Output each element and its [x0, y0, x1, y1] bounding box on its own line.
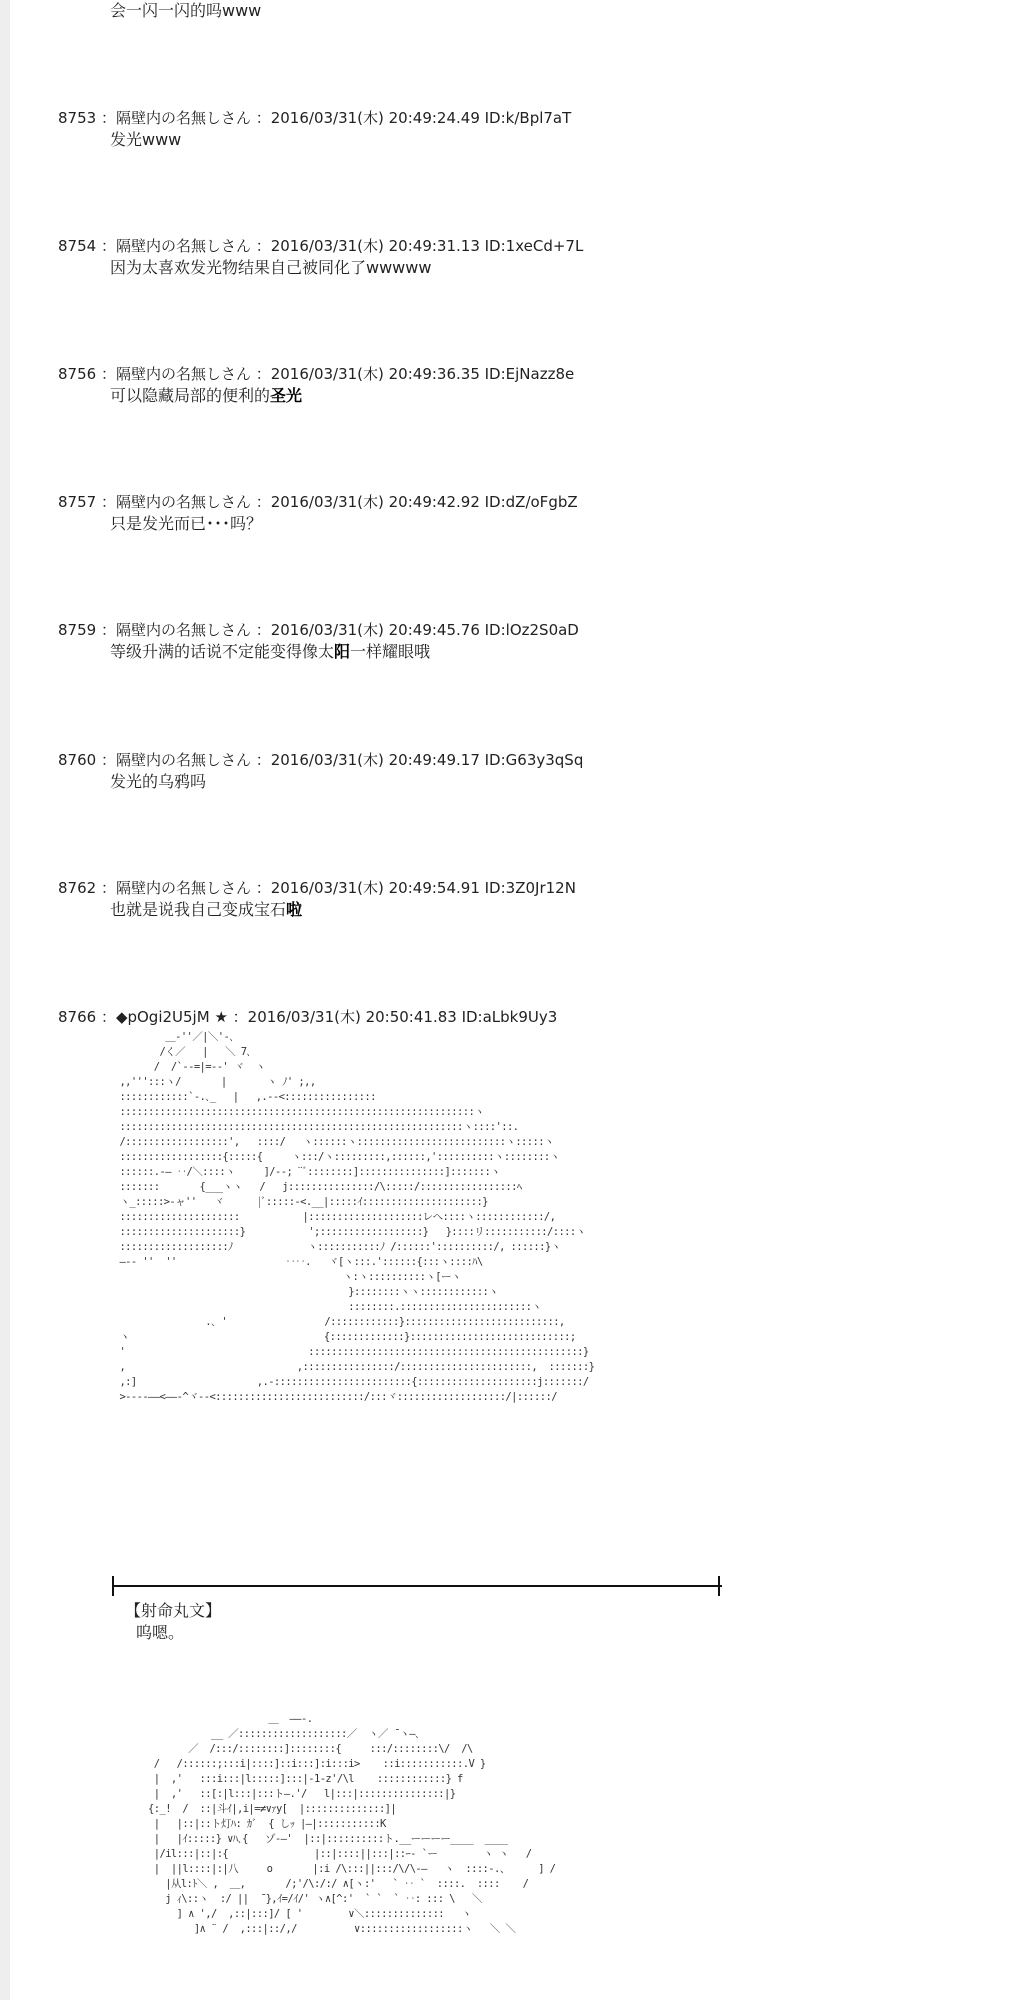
post-8759 [58, 620, 579, 662]
post-body: 等级升满的话说不定能变得像太阳一样耀眼哦 [110, 642, 431, 661]
ascii-art-character: ＿ ――-. __ ／:::::::::::::::::::／ ヽ／ ̄ ヽ―､ ／ /:::/::::::::]::::::::{ :::/::::::::\/ /\ / /::::::;:::i|::::]::i:::]:i:::i> ::i:::::::::::.V } | ,' :::i:::|l:::::]:::|-1-z'/\l ::::::::::::} f | ,' ::[:|l:::|:::ト―.'/ l|:::|:::::::::::::::|} {:_! / ::|斗ｲ|,i|=≠∨ｧy[ |::::::::::::::]| | |::|::ト灯ﾊ: ｶﾞ { しｯ |―|:::::::::::K | |ｲ:::::} ∨ﾊ､{ ゾ-―' |::|::::::::::ト.__ーーーー____ ____ |/il:::|::|:{ |::|::::||:::|::ｰ- `ー ヽ ヽ / | ||l::::|:|八 o |:i /\:::||:::/\/\-― ヽ ::::-.、 ] / |从l:ﾄ＼ , ＿, /;'/\:/:/ ∧[ヽ:' ` ‥ ` ::::. :::: / j ｨ\::ヽ :/ || ̄ },ｲ=/ｲ/' ヽ∧[^:' ` ` ` ‥: ::: \ ＼ ] ∧ ',/ ,::|:::]/ [ ' ∨＼:::::::::::::: ヽ ]∧ ¨ / ,:::|::/,/ ∨::::::::::::::::::ヽ ＼ ＼ [148, 1713, 556, 1935]
post-header: 8757 ：隔壁内の名無しさん ：2016/03/31(木) 20:49:42.92 ID:dZ/oFgbZ [58, 493, 578, 511]
post-body: 只是发光而已･･･吗？ [110, 514, 263, 533]
speech-text: 呜嗯。 [136, 1623, 185, 1642]
post-header: 8756 ：隔壁内の名無しさん ：2016/03/31(木) 20:49:36.35 ID:EjNazz8e [58, 365, 575, 383]
ascii-art-crow: ＿-''／|＼'-､ /く／ | ＼ 7､ / /`--=|=--' ヾ ヽ ,,''':::ヽ/ | ヽ ﾉ' ;,, ::::::::::::`-.､_ | ,.--<:::::::::::::::: ::::::::::::::::::::::::::::::::::::::::::::::::::::::::::::::ヽ ::::::::::::::::::::::::::::::::::::::::::::::::::::::::::::ヽ::::'::. /::::::::::::::::::', ::::/ ヽ::::::ヽ::::::::::::::::::::::::::ヽ:::::ヽ ::::::::::::::::::{:::::{ ヽ:::/ヽ:::::::::,::::::,'::::::::::ヽ::::::::ヽ ::::::.-― ‥/＼::::ヽ ]/--; ¨ﾞ::::::::]:::::::::::::::]:::::::ヽ ::::::: {___ヽヽ / j:::::::::::::::/\:::::/:::::::::::::::::ﾍ ヽ_:::::>-ャ'' ヾ |ﾞ:::::-<.__|:::::ｲ:::::::::::::::::::::} ::::::::::::::::::::: |::::::::::::::::::::レへ::::ヽ::::::::::::/, :::::::::::::::::::::} ';::::::::::::::::::} }::::リ:::::::::::/::::ヽ :::::::::::::::::::ﾉ ヽ:::::::::::ﾉ /::::::'::::::::::/, ::::::}ヽ ―-- '' '' ‥‥. ヾ[ヽ:::.'::::::{:::ヽ::::ﾊ\ ヽ:ヽ::::::::::ヽ[ーヽ }::::::::ヽヽ::::::::::::ヽ ::::::::.:::::::::::::::::::::::ヽ .､ ' /::::::::::::}:::::::::::::::::::::::::::, ヽ {:::::::::::::}::::::::::::::::::::::::::::; ' ::::::::::::::::::::::::::::::::::::::::::::::::} , ,::::::::::::::::/:::::::::::::::::::::::, :::::::} ,:] ,.-::::::::::::::::::::::::{:::::::::::::::::::::j:::::::/ >----――<――-^ヾ--<::::::::::::::::::::::::::/:::ヾ:::::::::::::::::::/|::::::/ [119, 1031, 595, 1403]
post-body: 会一闪一闪的吗www [110, 1, 262, 20]
post-8753 [58, 108, 571, 150]
post-header: 8754 ：隔壁内の名無しさん ：2016/03/31(木) 20:49:31.13 ID:1xeCd+7L [58, 237, 584, 255]
bold-text: 啦 [286, 900, 303, 919]
bold-text: 阳 [334, 642, 351, 661]
post-header: 8759 ：隔壁内の名無しさん ：2016/03/31(木) 20:49:45.76 ID:lOz2S0aD [58, 621, 579, 639]
post-header: 8753 ：隔壁内の名無しさん ：2016/03/31(木) 20:49:24.49 ID:k/Bpl7aT [58, 109, 572, 127]
post-body: 发光的乌鸦吗 [110, 772, 207, 791]
page-left-margin [0, 0, 10, 2000]
post-body: 也就是说我自己变成宝石啦 [110, 900, 303, 919]
divider-cap-left [112, 1576, 114, 1596]
post-header: 8762 ：隔壁内の名無しさん ：2016/03/31(木) 20:49:54.91 ID:3Z0Jr12N [58, 879, 576, 897]
divider-bar [112, 1585, 722, 1587]
post-8757 [58, 492, 578, 534]
post-8766 [58, 1007, 557, 1028]
speaker-name: 【射命丸文】 [125, 1601, 222, 1620]
post-body: 发光www [110, 130, 182, 149]
bold-text: 圣光 [270, 386, 303, 405]
divider-cap-right [718, 1576, 720, 1596]
post-8754 [58, 236, 583, 278]
post-header: 8766 ：◆pOgi2U5jM ★ ：2016/03/31(木) 20:50:41.83 ID:aLbk9Uy3 [58, 1008, 558, 1026]
post-fragment [110, 0, 261, 21]
post-body: 可以隐藏局部的便利的圣光 [110, 386, 303, 405]
post-8756 [58, 364, 574, 406]
post-body: 因为太喜欢发光物结果自己被同化了wwwww [110, 258, 432, 277]
post-header: 8760 ：隔壁内の名無しさん ：2016/03/31(木) 20:49:49.17 ID:G63y3qSq [58, 751, 584, 769]
post-8760 [58, 750, 583, 792]
post-8762 [58, 878, 576, 920]
